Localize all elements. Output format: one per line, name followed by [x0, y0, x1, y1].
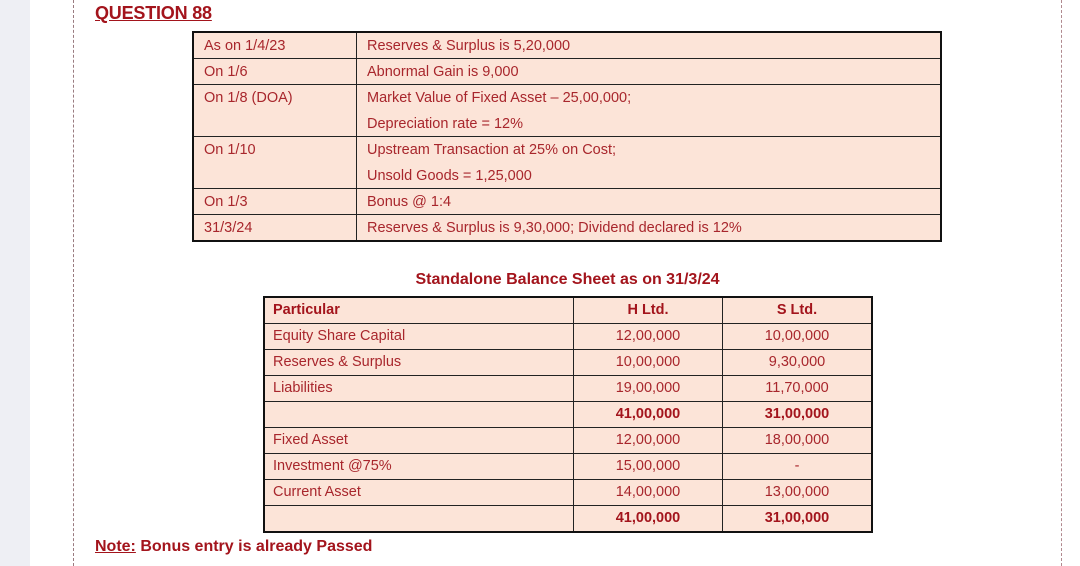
event-detail	[357, 215, 942, 242]
event-detail-line: Reserves & Surplus is 5,20,000	[367, 38, 571, 54]
column-header-s-ltd: S Ltd.	[723, 297, 873, 324]
h-ltd-cell: 10,00,000	[574, 350, 723, 376]
particular-cell	[264, 506, 574, 533]
event-detail	[357, 137, 942, 189]
event-date: On 1/3	[193, 189, 357, 215]
event-date: On 1/8 (DOA)	[193, 85, 357, 137]
event-detail	[357, 85, 942, 137]
event-detail-line: Unsold Goods = 1,25,000	[367, 168, 532, 184]
event-date: On 1/10	[193, 137, 357, 189]
event-detail-line: Upstream Transaction at 25% on Cost;	[367, 142, 617, 158]
events-table	[192, 31, 942, 242]
page-margin-line-left	[73, 0, 74, 566]
total-row	[264, 506, 872, 533]
table-row	[193, 32, 941, 59]
table-row	[264, 350, 872, 376]
event-detail	[357, 32, 942, 59]
page-margin-line-right	[1061, 0, 1062, 566]
left-gutter	[0, 0, 30, 566]
event-date: On 1/6	[193, 59, 357, 85]
event-date: As on 1/4/23	[193, 32, 357, 59]
table-row	[193, 137, 941, 189]
note-label: Note:	[95, 538, 136, 555]
note-text: Bonus entry is already Passed	[135, 538, 373, 555]
table-row	[264, 454, 872, 480]
particular-cell: Liabilities	[264, 376, 574, 402]
table-row	[193, 59, 941, 85]
s-ltd-total: 31,00,000	[723, 402, 873, 428]
h-ltd-cell: 14,00,000	[574, 480, 723, 506]
event-detail-line: Reserves & Surplus is 9,30,000; Dividend declared is 12%	[367, 220, 742, 236]
event-detail	[357, 59, 942, 85]
h-ltd-cell: 15,00,000	[574, 454, 723, 480]
event-date: 31/3/24	[193, 215, 357, 242]
s-ltd-cell: 10,00,000	[723, 324, 873, 350]
table-header-row	[264, 297, 872, 324]
h-ltd-cell: 12,00,000	[574, 428, 723, 454]
event-detail-line: Market Value of Fixed Asset – 25,00,000;	[367, 90, 632, 106]
h-ltd-cell: 12,00,000	[574, 324, 723, 350]
question-title: QUESTION 88	[95, 3, 212, 23]
total-row	[264, 402, 872, 428]
s-ltd-cell: 11,70,000	[723, 376, 873, 402]
event-detail-line: Bonus @ 1:4	[367, 194, 452, 210]
table-row	[193, 85, 941, 137]
particular-cell: Investment @75%	[264, 454, 574, 480]
column-header-h-ltd: H Ltd.	[574, 297, 723, 324]
h-ltd-total: 41,00,000	[574, 402, 723, 428]
particular-cell: Fixed Asset	[264, 428, 574, 454]
s-ltd-cell: -	[723, 454, 873, 480]
s-ltd-cell: 13,00,000	[723, 480, 873, 506]
s-ltd-total: 31,00,000	[723, 506, 873, 533]
event-detail-line: Abnormal Gain is 9,000	[367, 64, 519, 80]
table-row	[264, 376, 872, 402]
s-ltd-cell: 9,30,000	[723, 350, 873, 376]
h-ltd-total: 41,00,000	[574, 506, 723, 533]
note	[95, 538, 372, 556]
table-row	[264, 480, 872, 506]
s-ltd-cell: 18,00,000	[723, 428, 873, 454]
particular-cell: Reserves & Surplus	[264, 350, 574, 376]
table-row	[193, 215, 941, 242]
table-row	[193, 189, 941, 215]
table-row	[264, 324, 872, 350]
particular-cell: Equity Share Capital	[264, 324, 574, 350]
event-detail	[357, 189, 942, 215]
column-header-particular: Particular	[264, 297, 574, 324]
particular-cell	[264, 402, 574, 428]
balance-sheet-title: Standalone Balance Sheet as on 31/3/24	[415, 271, 720, 288]
h-ltd-cell: 19,00,000	[574, 376, 723, 402]
balance-sheet-table	[263, 296, 873, 533]
particular-cell: Current Asset	[264, 480, 574, 506]
event-detail-line: Depreciation rate = 12%	[367, 116, 523, 132]
table-row	[264, 428, 872, 454]
